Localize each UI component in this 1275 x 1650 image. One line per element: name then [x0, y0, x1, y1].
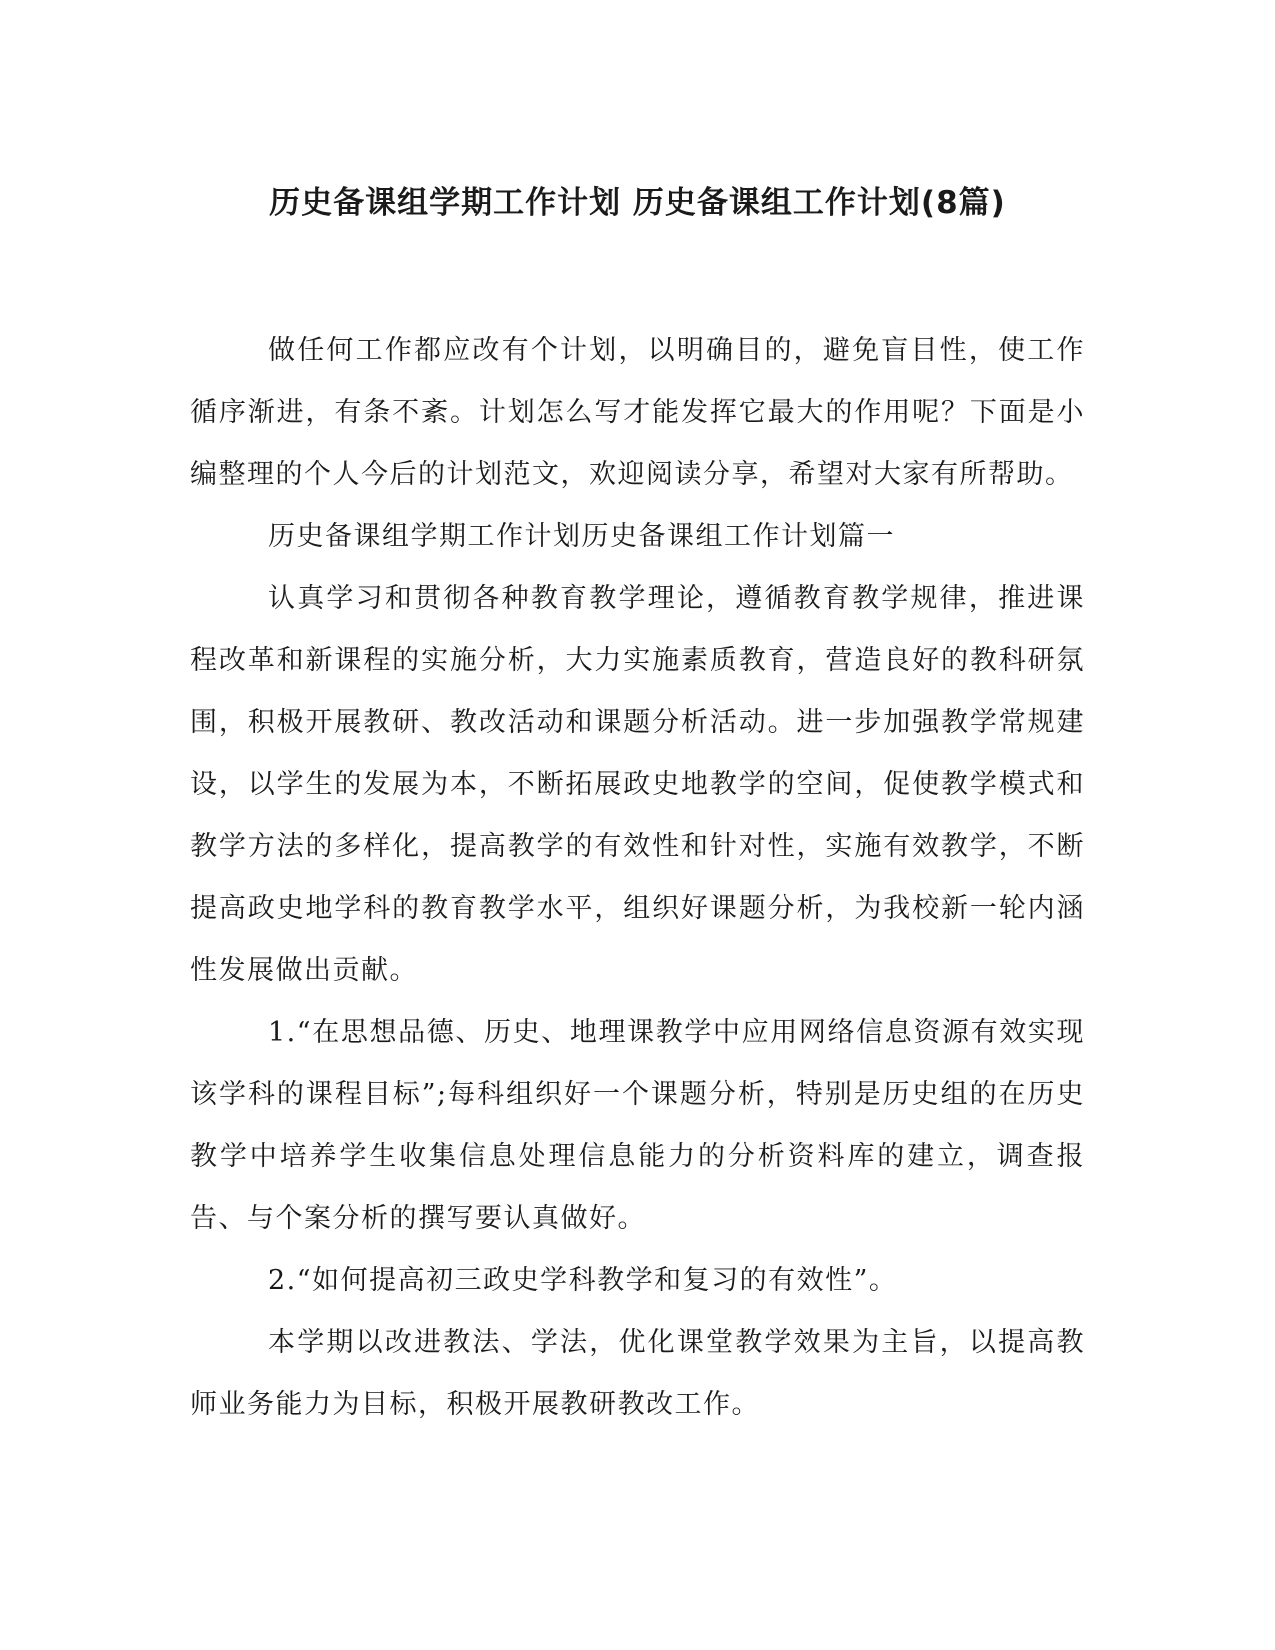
document-title: 历史备课组学期工作计划 历史备课组工作计划(8篇) — [269, 185, 1006, 221]
list-item-2: 2.“如何提高初三政史学科教学和复习的有效性”。 — [268, 1265, 898, 1296]
body-paragraph: 本学期以改进教法、学法，优化课堂教学效果为主旨，以提高教师业务能力为目标，积极开展教研教改工作。 — [190, 1327, 1085, 1420]
body-paragraph: 认真学习和贯彻各种教育教学理论，遵循教育教学规律，推进课程改革和新课程的实施分析，大力实施素质教育，营造良好的教科研氛围，积极开展教研、教改活动和课题分析活动。进一步加强教学常规建设，以学生的发展为本，不断拓展政史地教学的空间，促使教学模式和教学方法的多样化，提高教学的有效性和针对性，实施有效教学，不断提高政史地学科的教育教学水平，组织好课题分析，为我校新一轮内涵性发展做出贡献。 — [190, 583, 1085, 986]
document-body — [190, 320, 1085, 1436]
list-item-1: 1.“在思想品德、历史、地理课教学中应用网络信息资源有效实现该学科的课程目标”;每科组织好一个课题分析，特别是历史组的在历史教学中培养学生收集信息处理信息能力的分析资料库的建立，调查报告、与个案分析的撰写要认真做好。 — [190, 1017, 1085, 1234]
intro-paragraph: 做任何工作都应改有个计划，以明确目的，避免盲目性，使工作循序渐进，有条不紊。计划怎么写才能发挥它最大的作用呢？下面是小编整理的个人今后的计划范文，欢迎阅读分享，希望对大家有所帮助。 — [190, 335, 1085, 490]
section-heading: 历史备课组学期工作计划历史备课组工作计划篇一 — [268, 521, 895, 552]
